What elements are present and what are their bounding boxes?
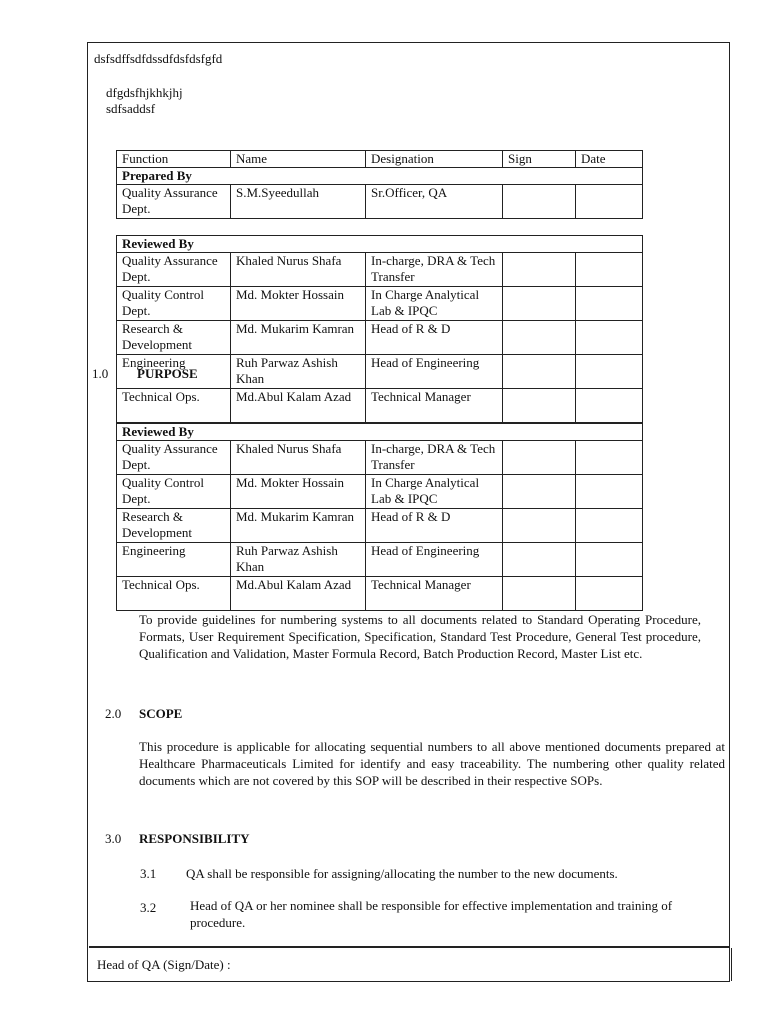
function-cell: Engineering xyxy=(117,543,231,577)
header-line-3: sdfsaddsf xyxy=(106,101,156,116)
responsibility-item-text: Head of QA or her nominee shall be responsible for effective implementation and training of procedure. xyxy=(190,898,673,930)
function-cell: Engineering xyxy=(117,355,231,389)
table-row xyxy=(117,509,643,543)
purpose-heading: PURPOSE xyxy=(137,366,198,381)
name-cell: Md. Mokter Hossain xyxy=(231,287,366,321)
table-row xyxy=(117,185,643,219)
reviewed-by-table-2 xyxy=(116,423,643,611)
function-cell: Quality Assurance Dept. xyxy=(117,441,231,475)
designation-cell: Head of Engineering xyxy=(366,355,503,389)
designation-cell: In-charge, DRA & Tech Transfer xyxy=(366,441,503,475)
sign-cell xyxy=(503,577,576,611)
name-cell: Md.Abul Kalam Azad xyxy=(231,389,366,423)
scope-heading: SCOPE xyxy=(139,706,183,721)
date-cell xyxy=(576,509,643,543)
column-header-designation: Designation xyxy=(366,151,503,168)
column-header-date: Date xyxy=(576,151,643,168)
table-row xyxy=(117,577,643,611)
function-cell: Technical Ops. xyxy=(117,577,231,611)
responsibility-item-text: QA shall be responsible for assigning/allocating the number to the new documents. xyxy=(186,866,618,881)
designation-cell: Sr.Officer, QA xyxy=(366,185,503,219)
reviewed-by-table-1 xyxy=(116,235,643,423)
responsibility-item-number: 3.1 xyxy=(140,866,157,881)
purpose-number: 1.0 xyxy=(92,366,109,381)
sign-cell xyxy=(503,185,576,219)
table-row xyxy=(117,543,643,577)
sign-cell xyxy=(503,287,576,321)
sign-cell xyxy=(503,475,576,509)
header-line-1: dsfsdffsdfdssdfdsfdsfgfd xyxy=(94,51,223,66)
scope-number: 2.0 xyxy=(105,706,122,721)
table-row xyxy=(117,389,643,423)
name-cell: Ruh Parwaz Ashish Khan xyxy=(231,355,366,389)
designation-cell: Head of Engineering xyxy=(366,543,503,577)
name-cell: Ruh Parwaz Ashish Khan xyxy=(231,543,366,577)
function-cell: Quality Control Dept. xyxy=(117,287,231,321)
designation-cell: In Charge Analytical Lab & IPQC xyxy=(366,475,503,509)
name-cell: S.M.Syeedullah xyxy=(231,185,366,219)
sign-cell xyxy=(503,321,576,355)
date-cell xyxy=(576,253,643,287)
designation-cell: Technical Manager xyxy=(366,389,503,423)
sign-cell xyxy=(503,441,576,475)
name-cell: Md. Mukarim Kamran xyxy=(231,321,366,355)
designation-cell: Head of R & D xyxy=(366,321,503,355)
function-cell: Research & Development xyxy=(117,509,231,543)
column-header-name: Name xyxy=(231,151,366,168)
function-cell: Quality Control Dept. xyxy=(117,475,231,509)
prepared-by-table xyxy=(116,150,643,219)
function-cell: Quality Assurance Dept. xyxy=(117,253,231,287)
reviewed-by-label: Reviewed By xyxy=(117,424,643,441)
designation-cell: In-charge, DRA & Tech Transfer xyxy=(366,253,503,287)
table-row xyxy=(117,441,643,475)
sign-cell xyxy=(503,509,576,543)
prepared-by-label: Prepared By xyxy=(117,168,643,185)
column-header-sign: Sign xyxy=(503,151,576,168)
responsibility-number: 3.0 xyxy=(105,831,122,846)
name-cell: Khaled Nurus Shafa xyxy=(231,441,366,475)
date-cell xyxy=(576,355,643,389)
responsibility-heading: RESPONSIBILITY xyxy=(139,831,250,846)
date-cell xyxy=(576,577,643,611)
designation-cell: In Charge Analytical Lab & IPQC xyxy=(366,287,503,321)
footer-sign-label: Head of QA (Sign/Date) : xyxy=(97,957,231,972)
column-header-function: Function xyxy=(117,151,231,168)
purpose-body: To provide guidelines for numbering systems to all documents related to Standard Operating Procedure, Formats, User Requirement Specification, Specification, Standard Test Procedure, General Test procedure, Qualification and Validation, Master Formula Record, Batch Production Record, Master List etc. xyxy=(139,612,701,661)
name-cell: Khaled Nurus Shafa xyxy=(231,253,366,287)
date-cell xyxy=(576,185,643,219)
table-row xyxy=(117,475,643,509)
date-cell xyxy=(576,389,643,423)
header-line-2: dfgdsfhjkhkjhj xyxy=(106,85,183,100)
reviewed-by-label: Reviewed By xyxy=(117,236,643,253)
sign-cell xyxy=(503,253,576,287)
name-cell: Md. Mukarim Kamran xyxy=(231,509,366,543)
table-row xyxy=(117,287,643,321)
designation-cell: Technical Manager xyxy=(366,577,503,611)
sign-cell xyxy=(503,355,576,389)
function-cell: Technical Ops. xyxy=(117,389,231,423)
date-cell xyxy=(576,287,643,321)
designation-cell: Head of R & D xyxy=(366,509,503,543)
table-row xyxy=(117,253,643,287)
name-cell: Md. Mokter Hossain xyxy=(231,475,366,509)
function-cell: Quality Assurance Dept. xyxy=(117,185,231,219)
date-cell xyxy=(576,441,643,475)
sign-cell xyxy=(503,543,576,577)
function-cell: Research & Development xyxy=(117,321,231,355)
table-row xyxy=(117,321,643,355)
name-cell: Md.Abul Kalam Azad xyxy=(231,577,366,611)
date-cell xyxy=(576,321,643,355)
responsibility-item-number: 3.2 xyxy=(140,900,157,915)
date-cell xyxy=(576,475,643,509)
scope-body: This procedure is applicable for allocating sequential numbers to all above mentioned documents prepared at Healthcare Pharmaceuticals Limited for identify and easy traceability. The numbering other quality related documents which are not covered by this SOP will be described in their respective SOPs. xyxy=(139,739,725,788)
date-cell xyxy=(576,543,643,577)
sign-cell xyxy=(503,389,576,423)
